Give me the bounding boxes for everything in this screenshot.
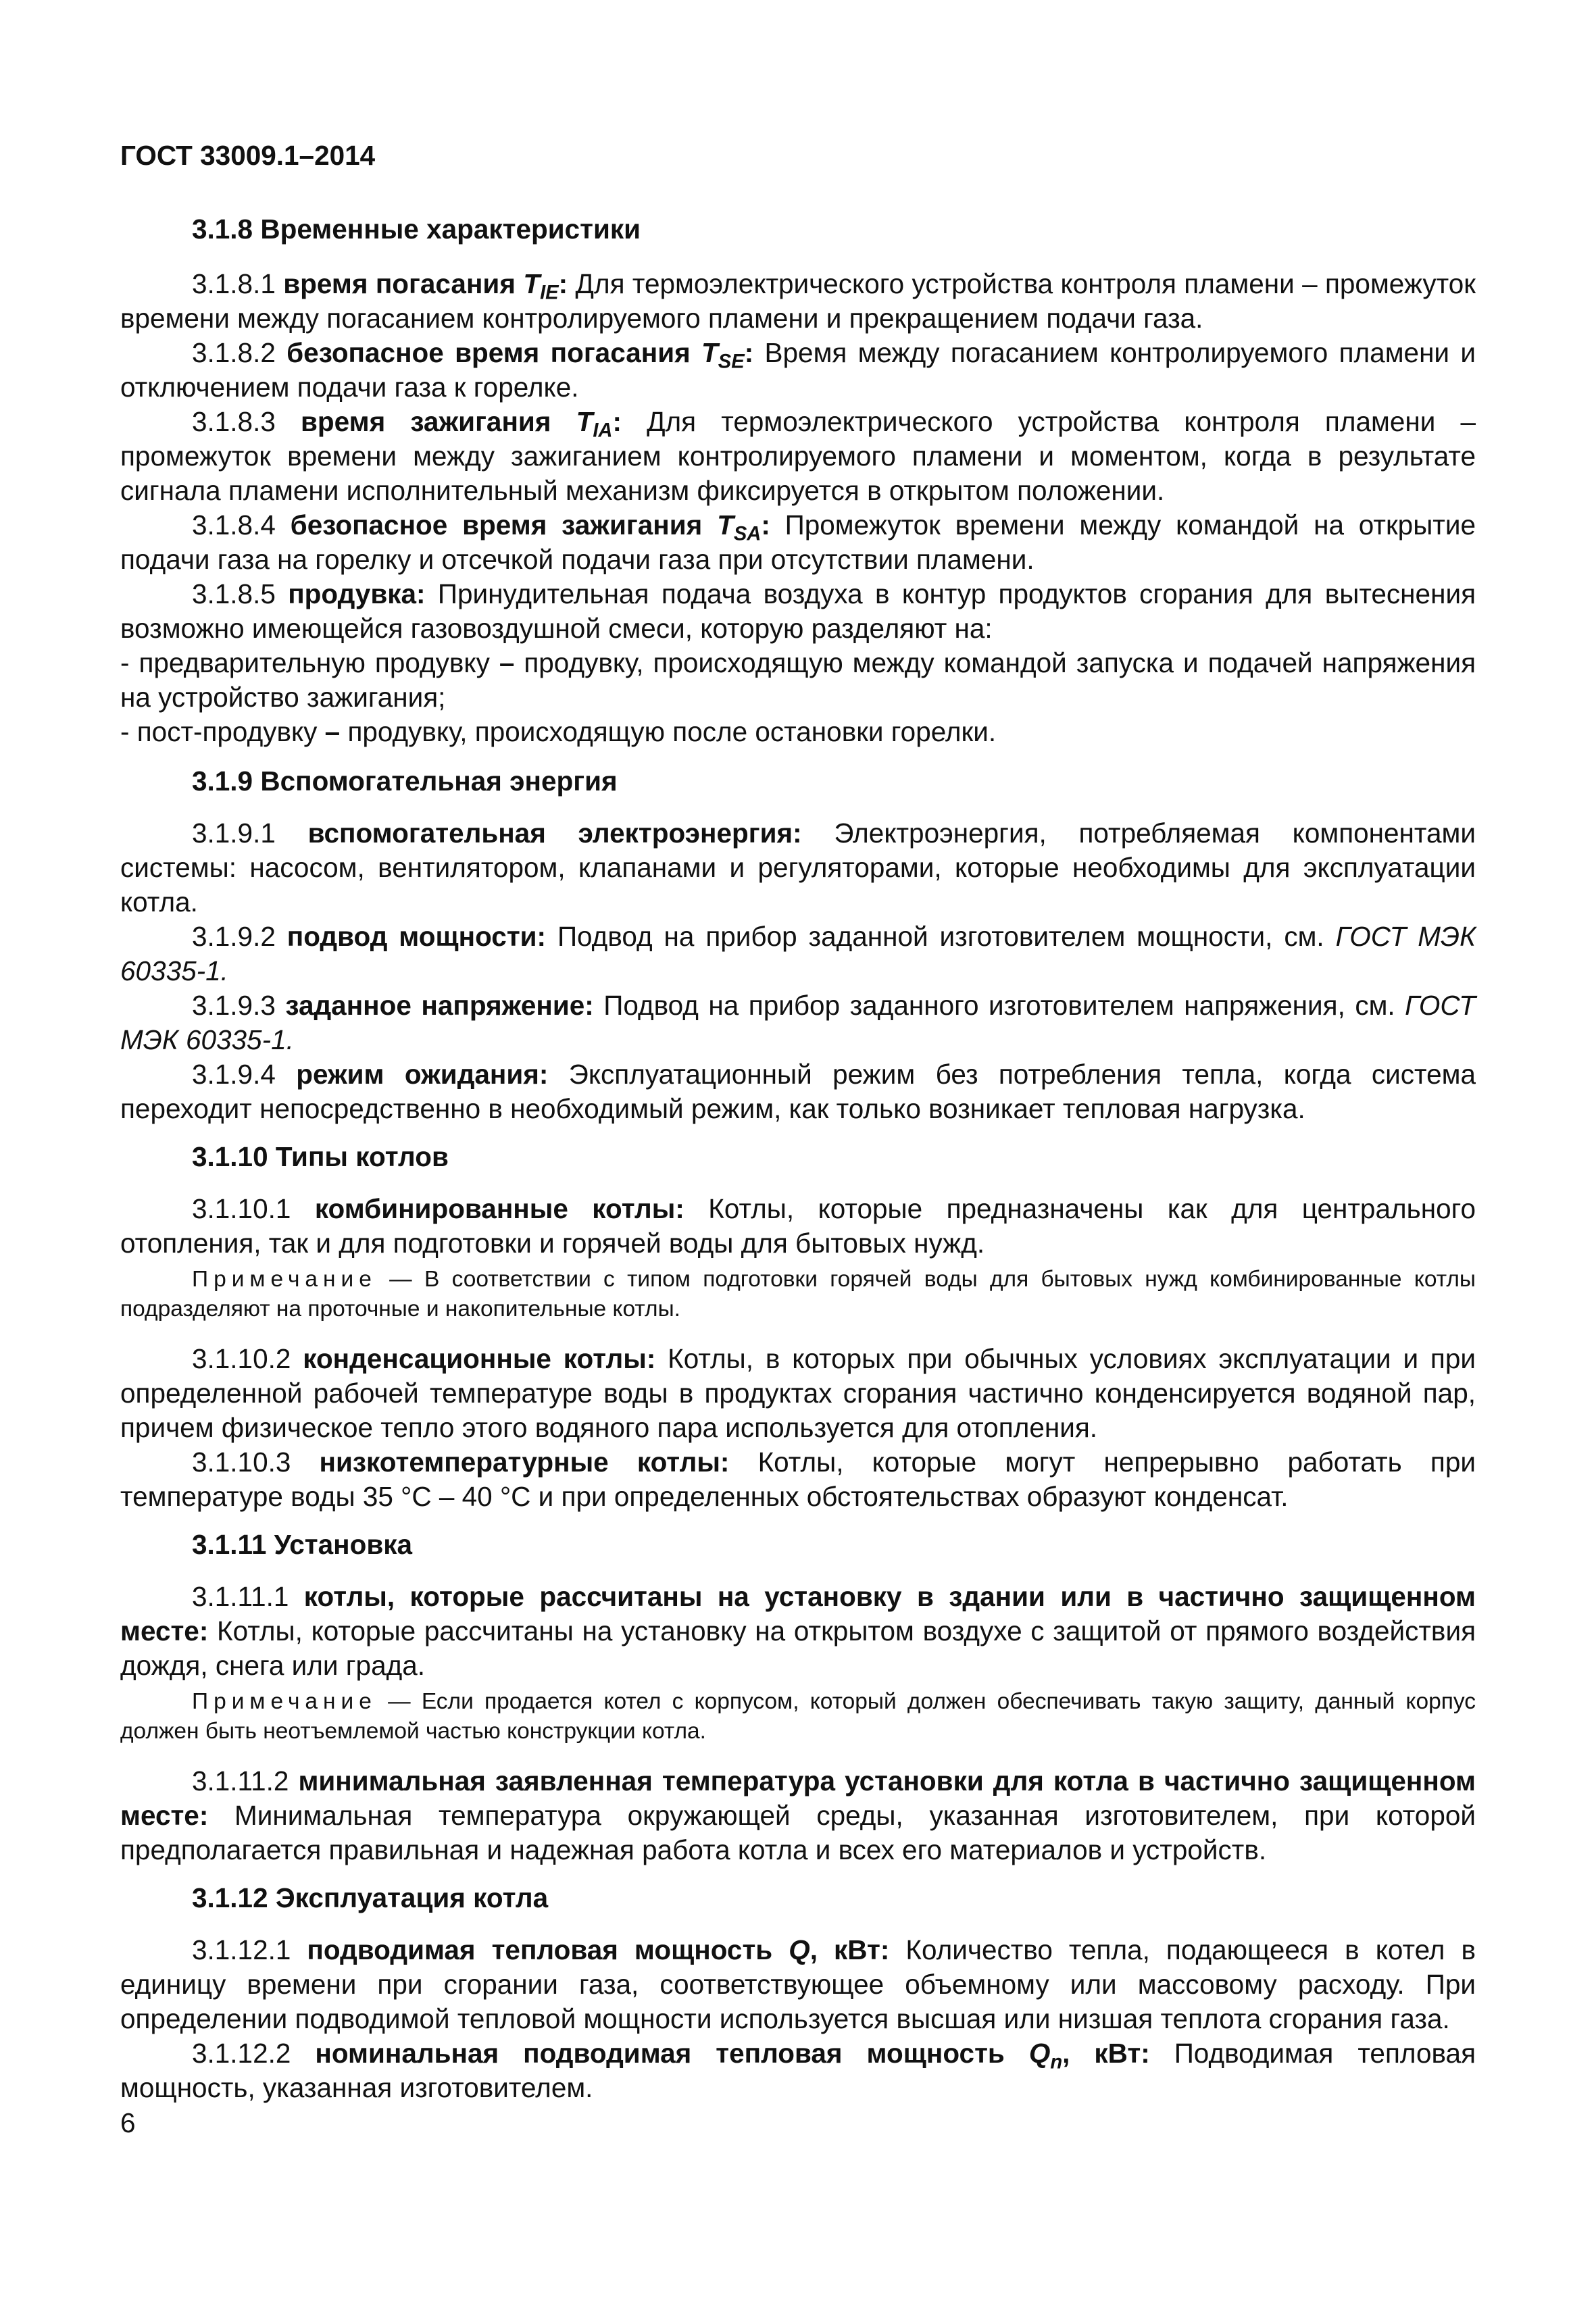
sentence-end: . xyxy=(286,1024,294,1055)
definition-text: Для термоэлектрического устройства контроля пламени – промежуток времени между зажиганием контролируемого пламени и моментом, когда в результате сигнала пламени исполнительный механизм фиксируется в открытом положении. xyxy=(120,406,1476,506)
term: режим ожидания: xyxy=(296,1059,549,1090)
section-heading-3-1-10: 3.1.10 Типы котлов xyxy=(192,1141,449,1172)
note-text: — Если продается котел с корпусом, который должен обеспечивать такую защиту, данный корпус должен быть неотъемлемой частью конструкции котла. xyxy=(120,1689,1476,1744)
definition-text: Минимальная температура окружающей среды, указанная изготовителем, при которой предполагается правильная и надежная работа котла и всех его материалов и устройств. xyxy=(120,1800,1476,1865)
clause-3-1-10-3 xyxy=(120,1445,1476,1514)
symbol-subscript: SE xyxy=(718,351,745,373)
clause-number: 3.1.10.3 xyxy=(192,1447,320,1478)
note xyxy=(120,1687,1476,1746)
list-item xyxy=(120,715,1476,749)
definition-text: Котлы, которые могут непрерывно работать при температуре воды 35 °С – 40 °С и при определенных обстоятельствах образуют конденсат. xyxy=(120,1447,1476,1512)
definition-text: Эксплуатационный режим без потребления тепла, когда система переходит непосредственно в необходимый режим, как только возникает тепловая нагрузка. xyxy=(120,1059,1476,1124)
note-text: — В соответствии с типом подготовки горячей воды для бытовых нужд комбинированные котлы подразделяют на проточные и накопительные котлы. xyxy=(120,1267,1476,1322)
note-label: Примечание xyxy=(192,1689,377,1714)
definition-text: Котлы, которые рассчитаны на установку на открытом воздухе с защитой от прямого воздействия дождя, снега или града. xyxy=(120,1615,1476,1681)
symbol: Q xyxy=(1028,2038,1051,2069)
term: вспомогательная электроэнергия: xyxy=(307,818,802,849)
section-heading-3-1-8: 3.1.8 Временные характеристики xyxy=(192,213,641,245)
symbol: T xyxy=(523,268,541,299)
clause-3-1-8-1 xyxy=(120,267,1476,336)
term: конденсационные котлы: xyxy=(303,1343,656,1374)
term: безопасное время зажигания xyxy=(290,509,718,540)
term: низкотемпературные котлы: xyxy=(319,1447,730,1478)
term: время погасания xyxy=(283,268,524,299)
unit: , кВт: xyxy=(809,1934,890,1965)
definition-text: Подводимая тепловая мощность, указанная изготовителем. xyxy=(120,2038,1476,2103)
symbol-subscript: n xyxy=(1050,2051,1063,2073)
definition-text: Для термоэлектрического устройства контроля пламени – промежуток времени между погасанием контролируемого пламени и прекращением подачи газа. xyxy=(120,268,1476,334)
list-item-text: продувку, происходящую после остановки горелки. xyxy=(340,716,997,747)
term-colon: : xyxy=(612,406,622,437)
term: комбинированные котлы: xyxy=(314,1193,684,1224)
section-heading-3-1-11: 3.1.11 Установка xyxy=(192,1529,413,1560)
clause-3-1-9-4 xyxy=(120,1057,1476,1126)
symbol: T xyxy=(576,406,593,437)
note-label: Примечание xyxy=(192,1267,377,1292)
clause-number: 3.1.12.2 xyxy=(192,2038,316,2069)
clause-number: 3.1.11.2 xyxy=(192,1765,299,1796)
symbol-subscript: SA xyxy=(733,523,762,545)
clause-3-1-11-2 xyxy=(120,1764,1476,1867)
definition-text: Электроэнергия, потребляемая компонентами системы: насосом, вентилятором, клапанами и регуляторами, которые необходимы для эксплуатации котла. xyxy=(120,818,1476,917)
symbol: T xyxy=(717,509,734,540)
symbol-subscript: IE xyxy=(540,282,559,304)
definition-text: Принудительная подача воздуха в контур продуктов сгорания для вытеснения возможно имеющейся газовоздушной смеси, которую разделяют на: xyxy=(120,578,1476,644)
clause-3-1-8-2 xyxy=(120,336,1476,405)
term-colon: : xyxy=(744,337,754,368)
symbol-subscript: IA xyxy=(593,420,613,442)
term: заданное напряжение: xyxy=(285,990,594,1021)
definition-text: Промежуток времени между командой на открытие подачи газа на горелку и отсечкой подачи газа при отсутствии пламени. xyxy=(120,509,1476,575)
clause-number: 3.1.10.2 xyxy=(192,1343,303,1374)
definition-text: Подвод на прибор заданного изготовителем напряжения, см. xyxy=(593,990,1405,1021)
clause-3-1-8-3 xyxy=(120,405,1476,508)
term-colon: : xyxy=(558,268,568,299)
list-item xyxy=(120,646,1476,715)
standard-reference: ГОСТ МЭК 60335-1 xyxy=(120,990,1476,1055)
clause-number: 3.1.8.2 xyxy=(192,337,287,368)
clause-3-1-8-5 xyxy=(120,577,1476,646)
clause-number: 3.1.8.3 xyxy=(192,406,301,437)
clause-3-1-9-1 xyxy=(120,816,1476,920)
term: номинальная подводимая тепловая мощность xyxy=(315,2038,1029,2069)
document-page xyxy=(120,139,1476,2267)
clause-number: 3.1.8.5 xyxy=(192,578,289,609)
definition-text: Время между погасанием контролируемого пламени и отключением подачи газа к горелке. xyxy=(120,337,1476,403)
definition-text: Количество тепла, подающееся в котел в единицу времени при сгорании газа, соответствующее объемному или массовому расходу. При определении подводимой тепловой мощности используется высшая или низшая теплота сгорания газа. xyxy=(120,1934,1476,2034)
symbol: T xyxy=(701,337,718,368)
clause-number: 3.1.11.1 xyxy=(192,1581,304,1612)
section-heading-3-1-9: 3.1.9 Вспомогательная энергия xyxy=(192,765,618,797)
clause-number: 3.1.10.1 xyxy=(192,1193,315,1224)
page-number: 6 xyxy=(120,2107,136,2138)
section-heading-3-1-12: 3.1.12 Эксплуатация котла xyxy=(192,1882,549,1913)
list-item-dash: – xyxy=(499,647,515,678)
clause-3-1-8-4 xyxy=(120,508,1476,577)
clause-3-1-9-2 xyxy=(120,920,1476,988)
term: время зажигания xyxy=(300,406,576,437)
term: подвод мощности: xyxy=(286,921,547,952)
term: минимальная заявленная температура установки для котла в частично защищенном месте: xyxy=(120,1765,1476,1831)
term: продувка: xyxy=(288,578,426,609)
standard-reference: ГОСТ МЭК 60335-1 xyxy=(120,921,1476,986)
unit: , кВт: xyxy=(1062,2038,1150,2069)
definition-text: Подвод на прибор заданной изготовителем мощности, см. xyxy=(546,921,1336,952)
note xyxy=(120,1265,1476,1324)
clause-number: 3.1.8.1 xyxy=(192,268,284,299)
clause-3-1-12-2 xyxy=(120,2036,1476,2105)
list-item-term: - пост-продувку xyxy=(120,716,325,747)
list-item-term: - предварительную продувку xyxy=(120,647,499,678)
clause-number: 3.1.9.2 xyxy=(192,921,287,952)
sentence-end: . xyxy=(220,955,228,986)
clause-number: 3.1.9.3 xyxy=(192,990,286,1021)
clause-3-1-10-1 xyxy=(120,1192,1476,1261)
clause-3-1-10-2 xyxy=(120,1342,1476,1445)
clause-number: 3.1.8.4 xyxy=(192,509,291,540)
clause-number: 3.1.9.1 xyxy=(192,818,308,849)
list-item-text: продувку, происходящую между командой запуска и подачей напряжения на устройство зажигания; xyxy=(120,647,1476,713)
clause-3-1-11-1 xyxy=(120,1580,1476,1683)
clause-3-1-9-3 xyxy=(120,988,1476,1057)
term-colon: : xyxy=(761,509,770,540)
term: котлы, которые рассчитаны на установку в здании или в частично защищенном месте: xyxy=(120,1581,1476,1646)
document-id: ГОСТ 33009.1–2014 xyxy=(120,140,376,171)
definition-text: Котлы, в которых при обычных условиях эксплуатации и при определенной рабочей температуре воды в продуктах сгорания частично конденсируется водяной пар, причем физическое тепло этого водяного пара используется для отопления. xyxy=(120,1343,1476,1443)
term: безопасное время погасания xyxy=(286,337,702,368)
clause-number: 3.1.12.1 xyxy=(192,1934,307,1965)
symbol: Q xyxy=(789,1934,810,1965)
clause-3-1-12-1 xyxy=(120,1933,1476,2036)
clause-number: 3.1.9.4 xyxy=(192,1059,297,1090)
list-item-dash: – xyxy=(324,716,341,747)
definition-text: Котлы, которые предназначены как для центрального отопления, так и для подготовки и горячей воды для бытовых нужд. xyxy=(120,1193,1476,1259)
term: подводимая тепловая мощность xyxy=(307,1934,789,1965)
